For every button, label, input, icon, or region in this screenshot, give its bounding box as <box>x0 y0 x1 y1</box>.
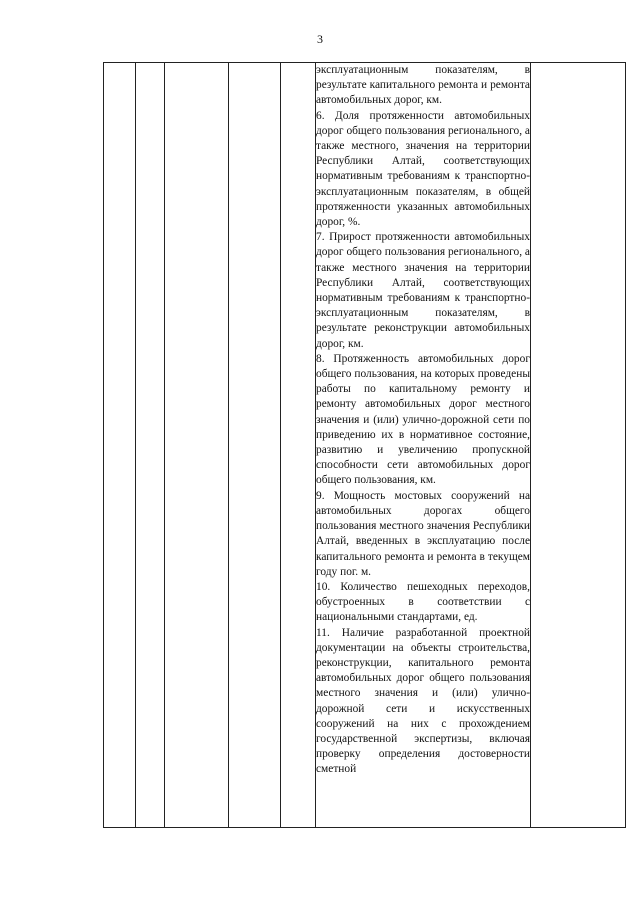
indicator-continuation: эксплуатационным показателям, в результате капитального ремонта и ремонта автомобильных дорог, км. <box>316 64 530 107</box>
indicator-7: 7. Прирост протяженности автомобильных дорог общего пользования регионального, а также местного значения на территории Республики Алтай, соответствующих нормативным требованиям к транспортно-эксплуатационным показателям, в результате реконструкции автомобильных дорог, км. <box>316 231 530 350</box>
document-table <box>103 62 626 828</box>
indicator-11: 11. Наличие разработанной проектной документации на объекты строительства, реконструкции, капитального ремонта автомобильных дорог общего пользования местного значения и (или) улично-дорожной сети и искусственных сооружений на них с прохождением государственной экспертизы, включая проверку определения достоверности сметной <box>316 626 530 776</box>
table-cell-4 <box>229 63 281 828</box>
indicator-8: 8. Протяженность автомобильных дорог общего пользования, на которых проведены работы по капитальному ремонту и ремонту автомобильных дорог местного значения и (или) улично-дорожной сети по приведению их в нормативное состояние, развитию и увеличению пропускной способности сети автомобильных дорог общего пользования, км. <box>316 352 530 487</box>
indicator-9: 9. Мощность мостовых сооружений на автомобильных дорогах общего пользования местного значения Республики Алтай, введенных в эксплуатацию после капитального ремонта и ремонта в текущем году пог. м. <box>316 489 530 578</box>
indicator-6: 6. Доля протяженности автомобильных дорог общего пользования регионального, а также местного, значения на территории Республики Алтай, соответствующих нормативным требованиям к транспортно-эксплуатационным показателям, в общей протяженности указанных автомобильных дорог, %. <box>316 109 530 229</box>
table-cell-1 <box>104 63 136 828</box>
indicator-10: 10. Количество пешеходных переходов, обустроенных в соответствии с национальными стандартами, ед. <box>316 580 530 624</box>
table-cell-7 <box>531 63 626 828</box>
table-row <box>104 63 626 828</box>
page-number: 3 <box>317 32 323 46</box>
table-cell-3 <box>165 63 229 828</box>
indicators-cell <box>316 63 531 828</box>
table-cell-5 <box>281 63 316 828</box>
table-cell-2 <box>136 63 165 828</box>
